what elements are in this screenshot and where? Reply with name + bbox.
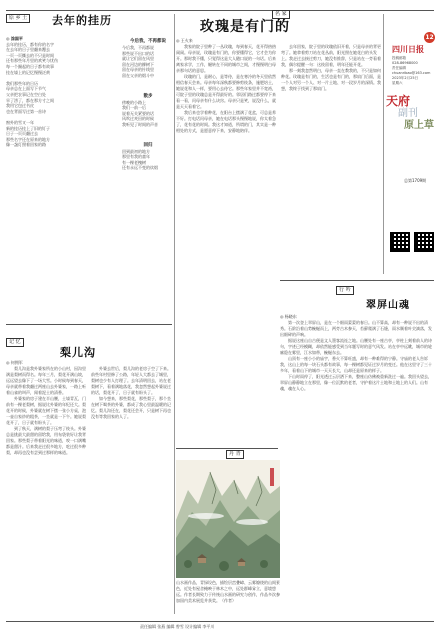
text-line: 父亲把农事记在空白处 xyxy=(6,91,46,97)
section-rule xyxy=(280,280,434,281)
text-line: 028-86968000 xyxy=(392,61,418,65)
text-line: 责任编辑 xyxy=(392,66,406,70)
text-line: 也在背面写过第一首诗 xyxy=(6,108,46,114)
text-line: 星期六 xyxy=(392,81,403,85)
masthead xyxy=(384,10,438,270)
text-line: 我听见了时间的声音 xyxy=(122,121,158,127)
supplement-title: 天府 xyxy=(386,94,411,108)
section-rule xyxy=(6,324,172,325)
footer-rule xyxy=(6,621,434,622)
supplement-logo xyxy=(386,94,436,154)
poem-heading: 回归 xyxy=(143,142,153,148)
text-line: 我们那些年的日历 xyxy=(6,80,38,86)
text-line: 傍晚的小路上 xyxy=(122,99,146,105)
column-divider-1 xyxy=(174,14,175,614)
poem-heading: 今后我，不再都说 xyxy=(130,39,166,44)
section-tag: 行 吟 xyxy=(336,286,354,295)
text-line: 回到最初的地方 xyxy=(122,148,150,154)
text-line: 新的挂历挂上了旧的钉子 xyxy=(6,125,50,131)
paper-name: 四川日报 xyxy=(392,44,424,54)
text-line: 还有那些年月里的欢笑与忧伤 xyxy=(6,58,58,64)
paragraph: 那一刻我忽然明白，母亲一直在教我的，不只是如何种花。玫瑰是有门的，生活也是有门的，那扇门后面，是一个人对另一个人、对一片土地、对一段岁月的深情。我想，我终于找到了那扇门。 xyxy=(281,68,381,91)
poem-lines xyxy=(6,34,120,148)
byline: ◎ 何拥军 xyxy=(6,360,23,365)
story-body xyxy=(280,320,434,606)
paragraph: 山顶有一座小小的庙宇，香火不算旺盛，却有一种难得的宁静。守庙的老人告诉我，这山上的每一块石头都有故事，每一棵树都见证过岁月的变迁。他在这里守了三十多年，看着山下的城市一天天长大，山却还是原来的样子。 xyxy=(280,356,432,373)
text-line: 挂在墙上的记忆慢慢泛黄 xyxy=(6,69,50,75)
paragraph: 下山时雨停了，阳光透过云层洒下来，整座山仿佛被重新洗过一遍。我回头望去，翠屏山静静地立在那里，像一位沉默的老者，守护着这片土地和土地上的人们。山有魂，魂在人心。 xyxy=(280,374,432,391)
qr-code-icon xyxy=(390,232,410,252)
essay-title: 玫瑰是有门的 xyxy=(200,19,290,35)
section-tag: 记 忆 xyxy=(6,338,24,347)
painting-section xyxy=(176,450,280,620)
section-tag: 原 乡 土 xyxy=(6,14,30,23)
text-line: 留在母亲的针线里 xyxy=(122,67,154,73)
paragraph: 外婆家的房子建在半山腰，土墙青瓦，门前有一棵老梨树，据说比外婆的年纪还大。梨花开的时候，外婆就在树下摆一张小方桌，泡一壶自家炒的粗茶，一坐就是一下午。她说梨花开了，日子就有盼头了。 xyxy=(6,396,86,425)
section-rule xyxy=(176,448,278,449)
text-line: 2023年2月25日 xyxy=(392,76,419,80)
text-line: 去年的挂历，都有你的名字 xyxy=(6,41,54,47)
text-line: chuanribao@163.com xyxy=(392,71,431,75)
text-line: 留在河边的柳树下 xyxy=(122,61,154,67)
poem-column-2 xyxy=(122,36,174,304)
text-line: 那里有我的童年 xyxy=(122,154,150,160)
byline: ◎ 杨晓东 xyxy=(280,314,297,319)
text-line: 母亲总在上面写下节气 xyxy=(6,86,46,92)
section-tag: 丹 青 xyxy=(226,450,244,459)
byline: ◎ 王火来 xyxy=(176,38,193,43)
footer xyxy=(0,624,440,630)
paragraph: 第一次登上翠屏山，是在一个细雨蒙蒙的春日。山不算高，却有一种说不出的清秀。石阶沿着山势蜿蜒而上，两旁古木参天，苔藓爬满了石缝，雨水顺着叶尖滴落，发出细碎的声响。 xyxy=(280,320,432,337)
paragraph: 去年回家，院子里的玫瑰依旧开着，只是母亲的背更弯了。她拿着剪刀站在花丛前，阳光照在她花白的头发上。我走过去接过剪刀，她没有推辞，只是站在一旁看着我，偶尔提醒一句：这枝留着，明年还能开花。 xyxy=(281,44,381,67)
poem-heading: 散步 xyxy=(143,93,153,99)
text-line: 一页一页撕去的不只是时间 xyxy=(6,52,54,58)
poem-title: 去年的挂历 xyxy=(52,14,112,27)
right-story xyxy=(280,286,434,606)
supplement-column-name: 原上草 xyxy=(404,120,434,131)
story-title: 梨儿沟 xyxy=(60,346,96,359)
paragraph: 玫瑰的门，是耐心，是等待，是在寒冷的冬天里依然相信春天会来。母亲每年深秋都要修剪枝条，施肥培土，她说花和人一样，要用心去待它。那些年家里并不宽裕，可院子里的玫瑰总是开得最好的。邻居们路过都要停下来看一看，问母亲有什么诀窍。母亲只是笑，说没什么，就是天天看着它。 xyxy=(176,74,276,109)
landscape-painting xyxy=(176,460,280,578)
qr-code-icon xyxy=(414,232,434,252)
poem-lines xyxy=(122,45,174,79)
paragraph: 我家的院子里种了一丛玫瑰，每到春天，花开得热热闹闹。母亲说，玫瑰是有门的，你要懂得它，它才会为你开。那时我不懂，只觉得这是大人随口说的一句话。后来离家求学，工作，辗转在不同的城市之间，才慢慢明白母亲那句话的意思。 xyxy=(176,44,276,73)
supplement-subtitle: 副刊 xyxy=(398,108,418,119)
text-line: 还有永远不变的炊烟 xyxy=(122,165,158,171)
story-title: 翠屏山魂 xyxy=(366,300,410,311)
section-tag: 名 家 xyxy=(272,10,290,19)
text-line: 日子一页页翻过去 xyxy=(6,131,38,137)
text-line: 像一盏灯照着回家的路 xyxy=(6,142,46,148)
text-line: 旱了涝了，都在那方寸之间 xyxy=(6,97,54,103)
paragraph: 梨儿沟是我外婆家所在的小山村，因沟里满是梨树而得名。每年三月，梨花开满山坡，远远望去像下了一场大雪。小时候每到春天，母亲就带着我翻过两座山去外婆家，一路上听着山雀的叫声，闻着泥土的清香。 xyxy=(6,366,86,395)
text-line: 那些名字还在原来的地方 xyxy=(6,136,50,142)
poem-section xyxy=(6,12,120,317)
text-line: 留在父亲的烟斗中 xyxy=(122,72,154,78)
left-story xyxy=(6,328,172,613)
text-line: 今后我，不再都说 xyxy=(122,45,154,50)
text-line: 就让它们留在风里 xyxy=(122,56,154,62)
text-line: 投稿邮箱 xyxy=(392,56,406,60)
poem-lines xyxy=(122,149,174,171)
text-line: 在去年的日子里翻来覆去 xyxy=(6,47,50,53)
paragraph: 我后来也学着种花，在阳台上摆满了花盆，可总是养不好。打电话问母亲，她在电话那头慢慢地说，你太着急了，花有花的时间。我这才知道，所谓的门，其实是一种相处的方式，是愿意停下来，安静地陪伴。 xyxy=(176,110,276,133)
text-line: 我用它包过书皮 xyxy=(6,103,34,109)
painting-caption: 山水画作品，青绿设色，描绘层峦叠嶂、云雾缭绕的山间景色，近处有屋舍掩映于林木之中，远处群峰耸立，意境悠远。作者长期致力于传统山水画的研究与创作，作品多次参加国内美术展览并获奖。（作者） xyxy=(176,580,280,603)
text-line: 那些说不出口的话 xyxy=(122,50,154,56)
text-line: 每一个圈起的日子都有故事 xyxy=(6,63,54,69)
story-body xyxy=(6,366,172,613)
paragraph: 据说这座山自古便是文人墨客流连之地。山腰处有一座古亭，亭柱上刻着前人的诗句，字迹已经模糊，却依然能感受到当年题写时的意气风发。站在亭中远眺，城市的轮廓隐在雾里，江水如带，蜿蜒东去。 xyxy=(280,338,432,355)
mountain-landscape-image xyxy=(176,460,280,578)
text-line: 窗外的雪又一年 xyxy=(6,119,34,125)
masthead-info xyxy=(392,56,436,86)
text-line: 说着无关紧要的话 xyxy=(122,110,154,116)
top-rule xyxy=(6,10,434,11)
text-line: 有一棵老槐树 xyxy=(122,159,146,165)
text-line: 我们一前一后 xyxy=(122,105,146,111)
paragraph: 如今想来，那些梨花，那些梨子，那个坐在树下喝茶的外婆，都成了我心里最温暖的记忆。梨儿沟还在，梨花还会开，只是树下再也没有等我回家的人了。 xyxy=(91,396,171,419)
text-line: ◎ 涂国平 xyxy=(6,36,23,41)
page-number-badge: 12 xyxy=(425,34,434,41)
footer-credits: 责任编辑 张燕 编辑 曾雪 设计编辑 李平川 xyxy=(140,624,215,629)
paragraph: 到了秋天，满树的梨子压弯了枝头。外婆总是挑最大最甜的留给我，用布袋装好让我背回家。那些梨子带着阳光的味道，咬一口满嘴都是甜汁。后来我走过很多地方，吃过很多种梨，却再也没有尝到过那样的味道。 xyxy=(6,426,86,455)
text-line: 风吹过麦田的时候 xyxy=(122,116,154,122)
issue-number: 总第1709期 xyxy=(404,178,427,183)
poem-lines xyxy=(122,100,174,128)
paragraph: 外婆去世后，梨儿沟的老房子空了下来。前些年村里修了公路，年轻人大都去了城里，梨树也少有人打理了。去年清明回去，站在老梨树下，看着满地落花，我忽然想起外婆说过的话，梨花开了，日子就有盼头了。 xyxy=(91,366,171,395)
